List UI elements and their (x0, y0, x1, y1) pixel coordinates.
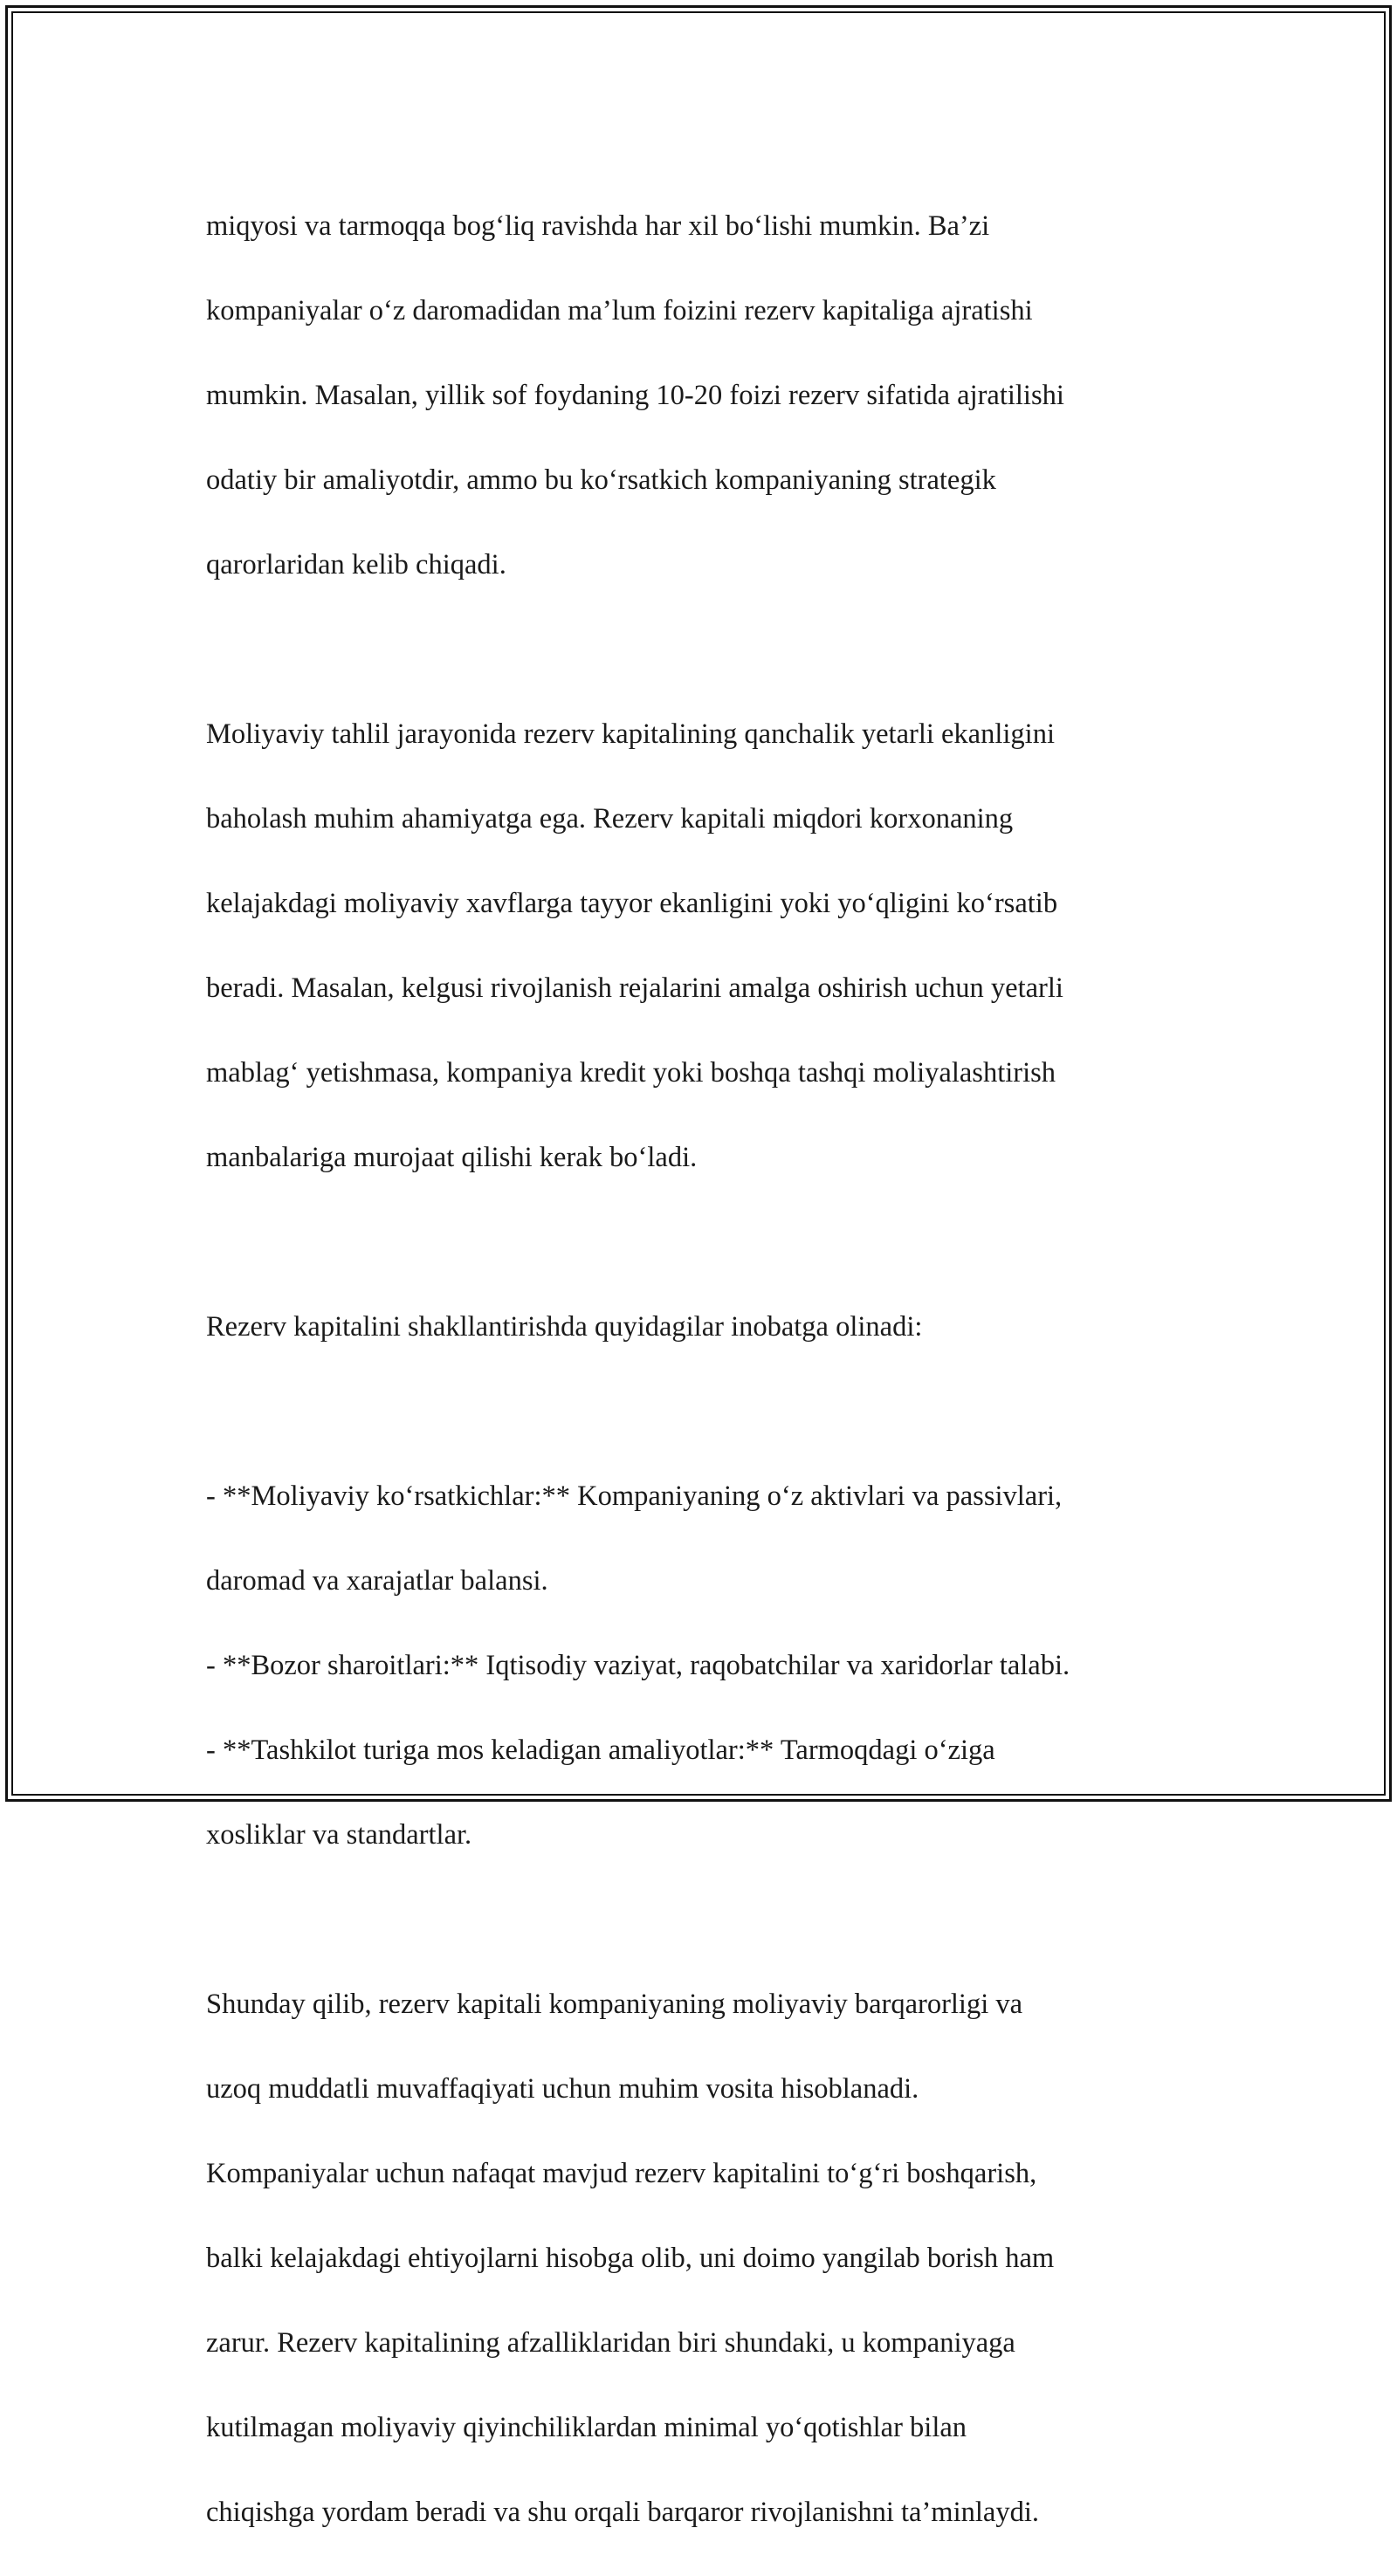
text-line: uzoq muddatli muvaffaqiyati uchun muhim vosita hisoblanadi. (206, 2072, 919, 2105)
list-item-line: - **Moliyaviy ko‘rsatkichlar:** Kompaniyaning o‘z aktivlari va passivlari, (206, 1480, 1063, 1512)
paragraph-reserve-size (206, 162, 1201, 629)
text-line: mumkin. Masalan, yillik sof foydaning 10-20 foizi rezerv sifatida ajratilishi (206, 379, 1064, 411)
text-line: chiqishga yordam beradi va shu orqali barqaror rivojlanishni ta’minlaydi. (206, 2496, 1039, 2528)
text-line: baholash muhim ahamiyatga ega. Rezerv kapitali miqdori korxonaning (206, 802, 1014, 835)
list-item-line: - **Tashkilot turiga mos keladigan amaliyotlar:** Tarmoqdagi o‘ziga (206, 1734, 995, 1766)
text-line: qarorlaridan kelib chiqadi. (206, 548, 506, 580)
text-line: balki kelajakdagi ehtiyojlarni hisobga olib, uni doimo yangilab borish ham (206, 2242, 1055, 2274)
text-line: zarur. Rezerv kapitalining afzalliklaridan biri shundaki, u kompaniyaga (206, 2326, 1015, 2359)
paragraph-financial-analysis (206, 670, 1201, 1221)
text-line: Moliyaviy tahlil jarayonida rezerv kapitalining qanchalik yetarli ekanligini (206, 718, 1055, 750)
text-line: manbalariga murojaat qilishi kerak bo‘ladi. (206, 1141, 698, 1173)
text-line: kutilmagan moliyaviy qiyinchiliklardan minimal yo‘qotishlar bilan (206, 2411, 967, 2443)
paragraph-factor-list (206, 1432, 1201, 1899)
paragraph-conclusion (206, 1941, 1201, 2576)
text-line: Rezerv kapitalini shakllantirishda quyidagilar inobatga olinadi: (206, 1310, 923, 1343)
text-line: Kompaniyalar uchun nafaqat mavjud rezerv kapitalini to‘g‘ri boshqarish, (206, 2157, 1037, 2189)
list-item-line: daromad va xarajatlar balansi. (206, 1564, 548, 1597)
text-line: kelajakdagi moliyaviy xavflarga tayyor ekanligini yoki yo‘qligini ko‘rsatib (206, 887, 1058, 919)
list-item-line: - **Bozor sharoitlari:** Iqtisodiy vaziyat, raqobatchilar va xaridorlar talabi. (206, 1649, 1070, 1681)
text-line: mablag‘ yetishmasa, kompaniya kredit yoki boshqa tashqi moliyalashtirish (206, 1056, 1056, 1089)
paragraph-list-intro (206, 1263, 1201, 1391)
document-body (206, 162, 1201, 2576)
text-line: Shunday qilib, rezerv kapitali kompaniyaning moliyaviy barqarorligi va (206, 1988, 1023, 2020)
text-line: kompaniyalar o‘z daromadidan ma’lum foizini rezerv kapitaliga ajratishi (206, 294, 1033, 326)
text-line: odatiy bir amaliyotdir, ammo bu ko‘rsatkich kompaniyaning strategik (206, 464, 996, 496)
text-line: miqyosi va tarmoqqa bog‘liq ravishda har xil bo‘lishi mumkin. Ba’zi (206, 210, 990, 242)
text-line: beradi. Masalan, kelgusi rivojlanish rejalarini amalga oshirish uchun yetarli (206, 972, 1063, 1004)
list-item-line: xosliklar va standartlar. (206, 1818, 472, 1851)
